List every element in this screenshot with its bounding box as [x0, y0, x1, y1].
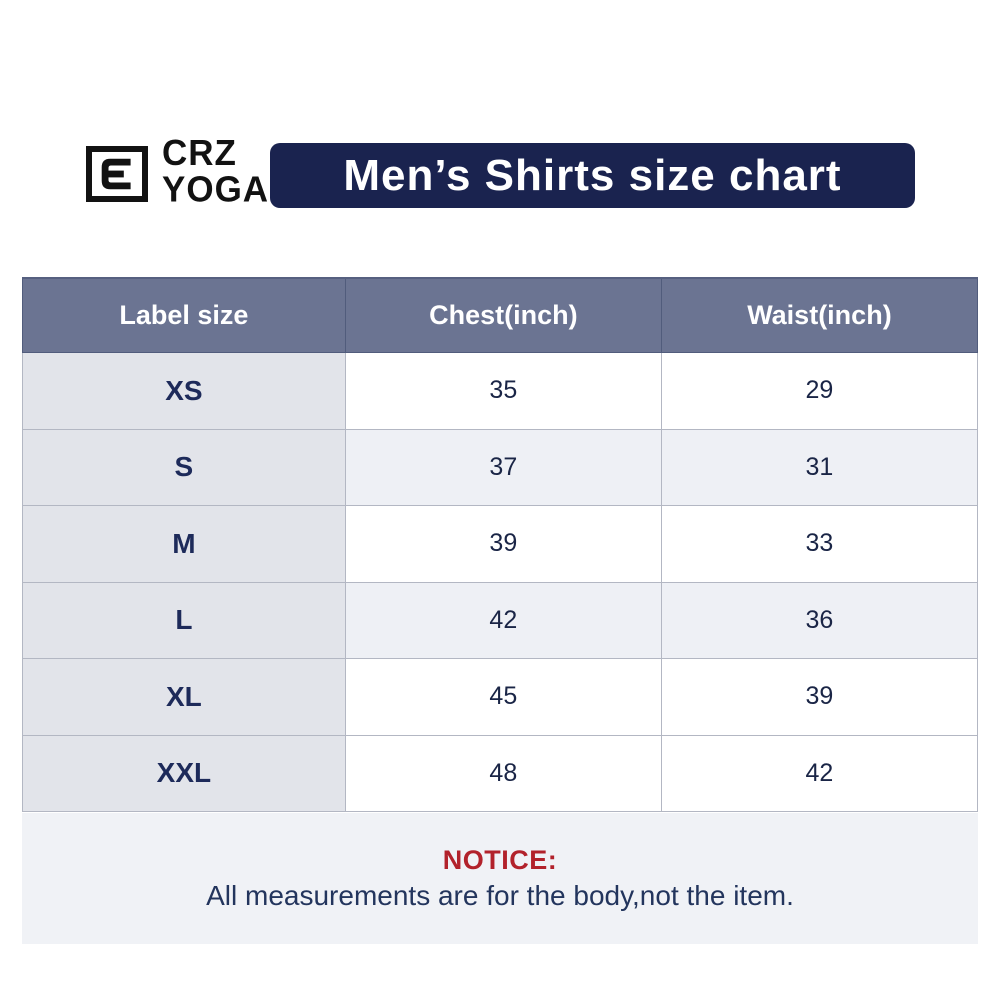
waist-value: 42	[661, 735, 977, 812]
header-label-size: Label size	[23, 278, 346, 353]
page-title: Men’s Shirts size chart	[343, 150, 842, 200]
table-row-xl	[23, 659, 978, 736]
size-label: L	[23, 582, 346, 659]
waist-value: 29	[661, 353, 977, 430]
table-row-l	[23, 582, 978, 659]
size-label: XXL	[23, 735, 346, 812]
brand-logo-box	[86, 146, 148, 202]
brand-name-line1: CRZ	[162, 133, 237, 174]
table-row-xs	[23, 353, 978, 430]
header-chest: Chest(inch)	[345, 278, 661, 353]
brand-name	[162, 135, 269, 208]
chest-value: 37	[345, 429, 661, 506]
waist-value: 39	[661, 659, 977, 736]
title-banner	[270, 143, 915, 208]
size-label: XL	[23, 659, 346, 736]
size-label: S	[23, 429, 346, 506]
waist-value: 36	[661, 582, 977, 659]
waist-value: 31	[661, 429, 977, 506]
size-table	[22, 277, 978, 812]
size-label: XS	[23, 353, 346, 430]
waist-value: 33	[661, 506, 977, 583]
header-waist: Waist(inch)	[661, 278, 977, 353]
size-label: M	[23, 506, 346, 583]
crz-monogram-icon	[98, 157, 136, 191]
chest-value: 35	[345, 353, 661, 430]
brand-name-line2: YOGA	[162, 169, 270, 210]
notice-text: All measurements are for the body,not the item.	[206, 880, 794, 911]
chest-value: 48	[345, 735, 661, 812]
table-row-xxl	[23, 735, 978, 812]
notice-heading: NOTICE:	[442, 845, 558, 875]
table-row-s	[23, 429, 978, 506]
table-header-row	[23, 278, 978, 353]
chest-value: 39	[345, 506, 661, 583]
notice-band	[22, 813, 978, 944]
table-row-m	[23, 506, 978, 583]
chest-value: 45	[345, 659, 661, 736]
chest-value: 42	[345, 582, 661, 659]
